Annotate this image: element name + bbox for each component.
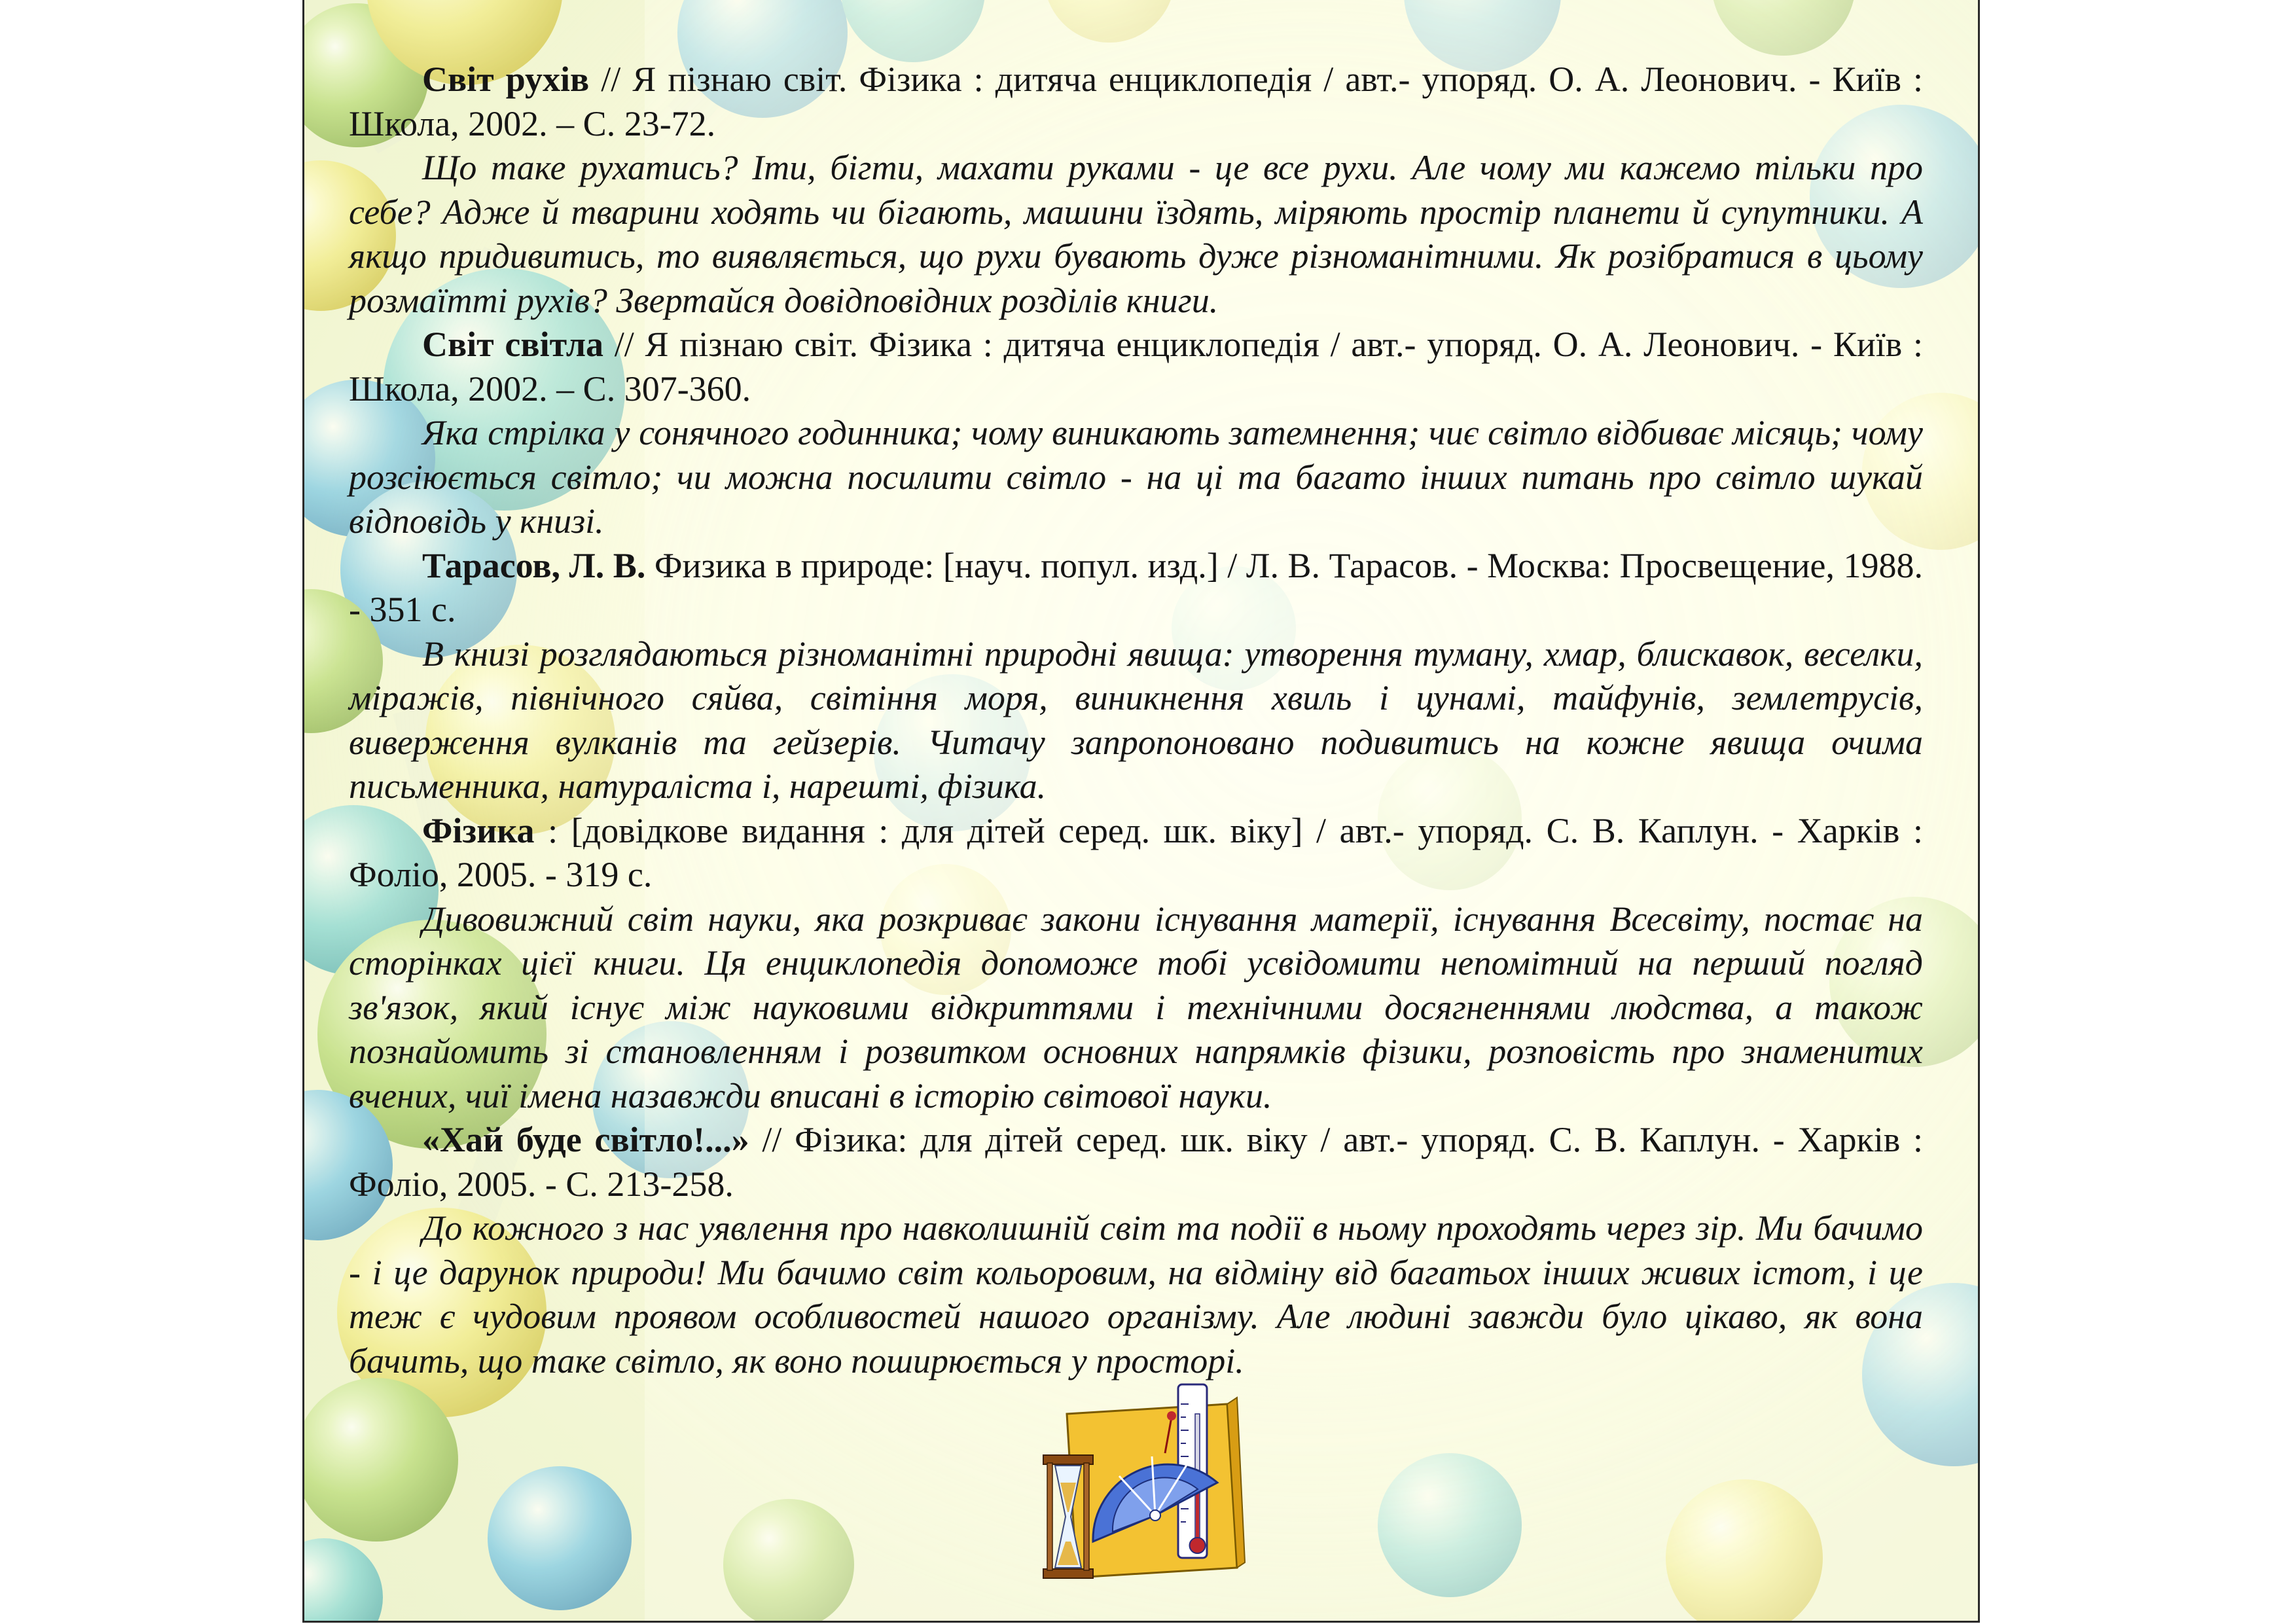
entry-title: «Хай буде світло!...»: [422, 1120, 749, 1159]
entry-title: Фізика: [422, 810, 535, 850]
entry-annotation: В книзі розглядаються різноманітні природні явища: утворення туману, хмар, блискавок, веселки, міражів, північного сяйва, світіння моря, виникнення хвиль і цунамі, тайфунів, землетрусів, виверження вулканів та гейзерів. Читачу запропоновано подивитись на кожне явища очима письменника, натураліста і, нарешті, фізика.: [349, 634, 1923, 806]
entry-citation: [349, 323, 1923, 411]
entry-details: // Я пізнаю світ. Фізика : дитяча енциклопедія / авт.- упоряд. О. А. Леонович. - Київ : Школа, 2002. – С. 307-360.: [349, 325, 1923, 408]
page-frame: [302, 0, 1980, 1623]
entry-citation: [349, 58, 1923, 146]
hourglass-icon: [1043, 1455, 1093, 1578]
entry-title: Тарасов, Л. В.: [422, 545, 646, 585]
entry-title: Світ рухів: [422, 60, 590, 99]
entry-annotation: Яка стрілка у сонячного годинника; чому виникають затемнення; чиє світло відбиває місяць; чому розсіюється світло; чи можна посилити світло - на ці та багато інших питань про світло шукай відповідь у книзі.: [349, 413, 1923, 541]
entry-citation: [349, 809, 1923, 897]
science-instruments-clipart: [1041, 1378, 1250, 1587]
entry-annotation: Що таке рухатись? Іти, бігти, махати руками - це все рухи. Але чому ми кажемо тільки про себе? Адже й тварини ходять чи бігають, машини їздять, міряють простір планети й супутники. А якщо придивитись, то виявляється, що рухи бувають дуже різноманітними. Як розібратися в цьому розмаїтті рухів? Звертайся довідповідних розділів книги.: [349, 148, 1923, 320]
entry-details: Физика в природе: [науч. попул. изд.] / Л. В. Тарасов. - Москва: Просвещение, 1988. - 351 с.: [349, 545, 1923, 629]
entry-citation: [349, 1118, 1923, 1206]
entry-annotation: До кожного з нас уявлення про навколишній світ та події в ньому проходять через зір. Ми бачимо - і це дарунок природи! Ми бачимо світ кольоровим, на відміну від багатьох інших живих істот, і це теж є чудовим проявом особливостей нашого організму. Але людині завжди було цікаво, як вона бачить, що таке світло, як воно поширюється у просторі.: [349, 1208, 1923, 1380]
entry-annotation: Дивовижний світ науки, яка розкриває закони існування матерії, існування Всесвіту, постає на сторінках цієї книги. Ця енциклопедія допоможе тобі усвідомити непомітний на перший погляд зв'язок, який існує між науковими відкриттями і технічними досягненнями людства, а також познайомить зі становленням і розвитком основних напрямків фізики, розповість про знаменитих вчених, чиї імена назавжди вписані в історію світової науки.: [349, 899, 1923, 1115]
bibliography-list: [349, 58, 1923, 1383]
entry-details: : [довідкове видання : для дітей серед. шк. віку] / авт.- упоряд. С. В. Каплун. - Харків : Фоліо, 2005. - 319 с.: [349, 810, 1923, 894]
entry-details: // Я пізнаю світ. Фізика : дитяча енциклопедія / авт.- упоряд. О. А. Леонович. - Київ : Школа, 2002. – С. 23-72.: [349, 60, 1923, 143]
entry-citation: [349, 544, 1923, 632]
entry-title: Світ світла: [422, 325, 604, 364]
entry-details: // Фізика: для дітей серед. шк. віку / авт.- упоряд. С. В. Каплун. - Харків : Фоліо, 2005. - С. 213-258.: [349, 1120, 1924, 1204]
